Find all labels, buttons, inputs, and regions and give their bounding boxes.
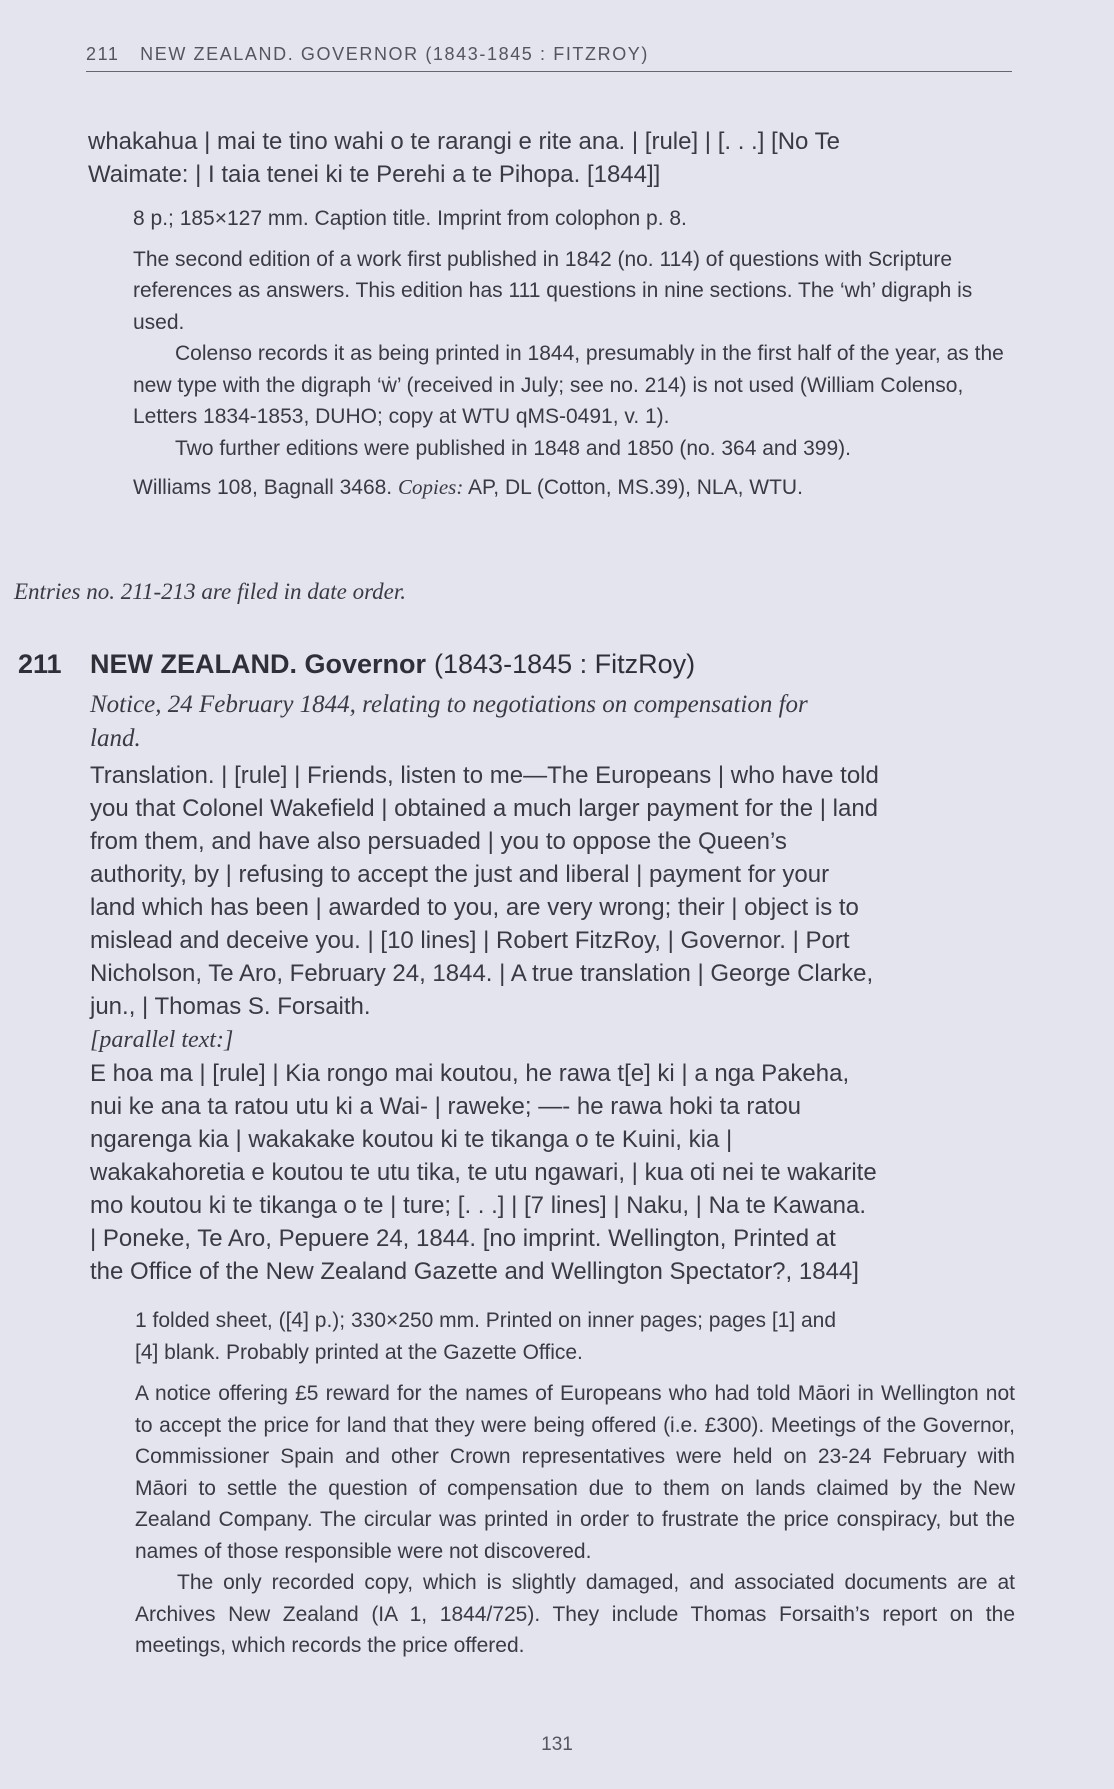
translation-line: Nicholson, Te Aro, February 24, 1844. | A true translation | George Clarke, xyxy=(90,960,874,987)
entry-heading-name: NEW ZEALAND. Governor xyxy=(90,649,427,679)
running-head-text: NEW ZEALAND. GOVERNOR (1843-1845 : FITZROY) xyxy=(140,44,650,64)
physical-description-line: 1 folded sheet, ([4] p.); 330×250 mm. Printed on inner pages; pages [1] and xyxy=(135,1309,837,1332)
translation-line: from them, and have also persuaded | you to oppose the Queen’s xyxy=(90,828,787,855)
prev-lead-line: Waimate: | I taia tenei ki te Perehi a te Pihopa. [1844]] xyxy=(88,161,661,188)
translation-line: land which has been | awarded to you, are very wrong; their | object is to xyxy=(90,894,859,921)
note-paragraph: A notice offering £5 reward for the names of Europeans who had told Māori in Wellington not to accept the price for land that they were being offered (i.e. £300). Meetings of the Governor, Commissioner Spain and other Crown representatives were held on 23-24 February with Māori to settle the question of compensation due to them on lands claimed by the New Zealand Company. The circular was printed in order to frustrate the price conspiracy, but the names of those responsible were not discovered. xyxy=(135,1382,1015,1563)
maori-text-line: ngarenga kia | wakakake koutou ki te tikanga o te Kuini, kia | xyxy=(90,1126,733,1153)
entry-heading xyxy=(90,649,695,680)
parallel-text-label: [parallel text:] xyxy=(90,1027,234,1053)
prev-note-paragraph: Two further editions were published in 1848 and 1850 (no. 364 and 399). xyxy=(175,436,851,460)
maori-text-line: | Poneke, Te Aro, Pepuere 24, 1844. [no imprint. Wellington, Printed at xyxy=(90,1225,836,1252)
translation-text xyxy=(90,759,1025,1288)
running-head-number: 211 xyxy=(86,44,120,64)
prev-references: Williams 108, Bagnall 3468. Copies: AP, DL (Cotton, MS.39), NLA, WTU. xyxy=(133,475,803,499)
maori-text-line: nui ke ana ta ratou utu ki a Wai- | raweke; —- he rawa hoki ta ratou xyxy=(90,1093,802,1120)
translation-line: you that Colonel Wakefield | obtained a much larger payment for the | land xyxy=(90,795,879,822)
running-head xyxy=(86,44,1012,72)
translation-line: Translation. | [rule] | Friends, listen to me—The Europeans | who have told xyxy=(90,762,879,789)
prev-lead-line: whakahua | mai te tino wahi o te rarangi e rite ana. | [rule] | [. . .] [No Te xyxy=(88,128,840,155)
entry-title-line: Notice, 24 February 1844, relating to negotiations on compensation for xyxy=(90,691,808,718)
filing-note: Entries no. 211-213 are filed in date order. xyxy=(14,579,407,604)
maori-text-line: E hoa ma | [rule] | Kia rongo mai koutou, he rawa t[e] ki | a nga Pakeha, xyxy=(90,1060,850,1087)
entry-heading-dates: (1843-1845 : FitzRoy) xyxy=(434,649,696,679)
translation-line: authority, by | refusing to accept the just and liberal | payment for your xyxy=(90,861,830,888)
maori-text-line: mo koutou ki te tikanga o te | ture; [. . .] | [7 lines] | Naku, | Na te Kawana. xyxy=(90,1192,866,1219)
physical-description-line: [4] blank. Probably printed at the Gazette Office. xyxy=(135,1340,583,1364)
prev-entry-lead xyxy=(88,125,1018,191)
prev-note-paragraph: Colenso records it as being printed in 1844, presumably in the first half of the year, as the new type with the digraph ‘ẇ’ (received in July; see no. 214) is not used (William Colenso, Letters 1834-1853, DUHO; copy at WTU qMS-0491, v. 1). xyxy=(133,342,1004,428)
translation-line: jun., | Thomas S. Forsaith. xyxy=(90,993,371,1020)
maori-text-line: the Office of the New Zealand Gazette and Wellington Spectator?, 1844] xyxy=(90,1258,859,1285)
entry-notes xyxy=(135,1305,1015,1662)
entry-number: 211 xyxy=(18,649,62,679)
page-number: 131 xyxy=(541,1734,573,1755)
prev-entry-notes xyxy=(133,203,1013,504)
copies-label: Copies: xyxy=(397,475,464,499)
entry-title xyxy=(90,688,1020,756)
maori-text-line: wakakahoretia e koutou te utu tika, te utu ngawari, | kua oti nei te wakarite xyxy=(90,1159,877,1186)
entry-title-line: land. xyxy=(90,725,141,752)
prev-note-paragraph: The second edition of a work first published in 1842 (no. 114) of questions with Scripture references as answers. This edition has 111 questions in nine sections. The ‘wh’ digraph is used. xyxy=(133,247,973,334)
prev-physical-description: 8 p.; 185×127 mm. Caption title. Imprint from colophon p. 8. xyxy=(133,207,687,230)
copies-list: AP, DL (Cotton, MS.39), NLA, WTU. xyxy=(468,476,803,499)
translation-line: mislead and deceive you. | [10 lines] | Robert FitzRoy, | Governor. | Port xyxy=(90,927,850,954)
note-paragraph: The only recorded copy, which is slightly damaged, and associated documents are at Archives New Zealand (IA 1, 1844/725). They include Thomas Forsaith’s report on the meetings, which records the price offered. xyxy=(135,1571,1015,1657)
